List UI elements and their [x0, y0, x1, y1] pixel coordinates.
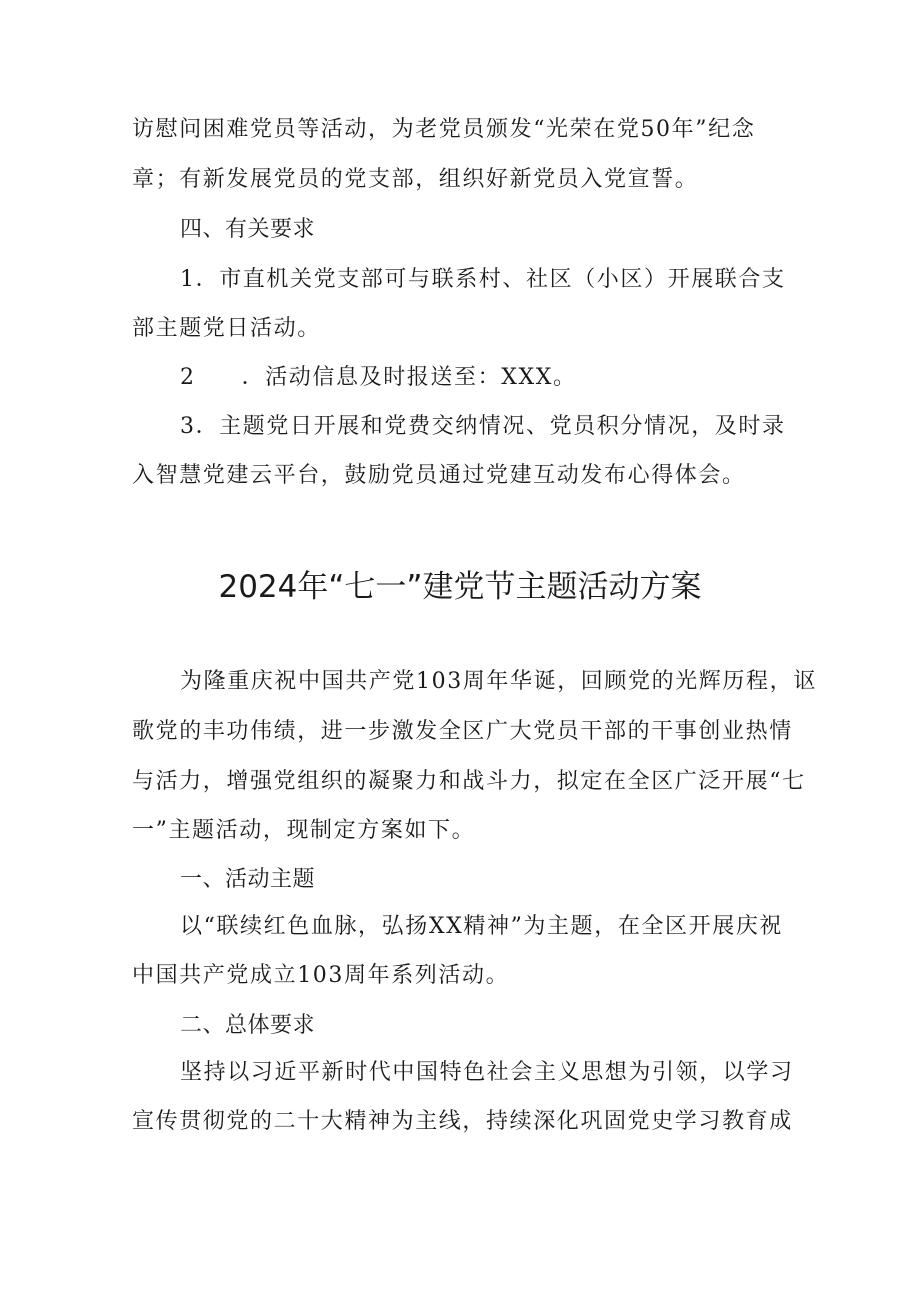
intro-line: 与活力，增强党组织的凝聚力和战斗力，拟定在全区广泛开展“七: [132, 769, 806, 794]
theme-line: 中国共产党成立103周年系列活动。: [132, 963, 510, 988]
section-heading-general-requirements: 二、总体要求: [180, 1013, 316, 1038]
intro-line: 为隆重庆祝中国共产党103周年华诞，回顾党的光辉历程，讴: [180, 669, 817, 694]
requirement-item-3: 3．主题党日开展和党费交纳情况、党员积分情况，及时录: [180, 414, 786, 439]
requirement-item-2-text: ．活动信息及时报送至：XXX。: [241, 365, 577, 390]
paragraph-line: 章；有新发展党员的党支部，组织好新党员入党宣誓。: [132, 167, 699, 192]
intro-line: 歌党的丰功伟绩，进一步激发全区广大党员干部的干事创业热情: [132, 719, 793, 744]
document-title: 2024年“七一”建党节主题活动方案: [218, 569, 702, 605]
intro-line: 一”主题活动，现制定方案如下。: [132, 818, 476, 843]
requirement-item-3-continued: 入智慧党建云平台，鼓励党员通过党建互动发布心得体会。: [132, 463, 746, 488]
requirement-item-1: 1．市直机关党支部可与联系村、社区（小区）开展联合支: [180, 267, 786, 292]
section-heading-theme: 一、活动主题: [180, 867, 316, 892]
requirements-line: 坚持以习近平新时代中国特色社会主义思想为引领，以学习: [180, 1060, 794, 1085]
requirement-item-2-number: 2: [180, 365, 196, 390]
theme-line: 以“联续红色血脉，弘扬XX精神”为主题，在全区开展庆祝: [180, 914, 784, 939]
requirements-line: 宣传贯彻党的二十大精神为主线，持续深化巩固党史学习教育成: [132, 1109, 793, 1134]
requirement-item-2: [180, 363, 577, 393]
requirement-item-1-continued: 部主题党日活动。: [132, 316, 321, 341]
section-heading-requirements: 四、有关要求: [180, 217, 316, 242]
paragraph-line: 访慰问困难党员等活动，为老党员颁发“光荣在党50年”纪念: [132, 117, 756, 142]
